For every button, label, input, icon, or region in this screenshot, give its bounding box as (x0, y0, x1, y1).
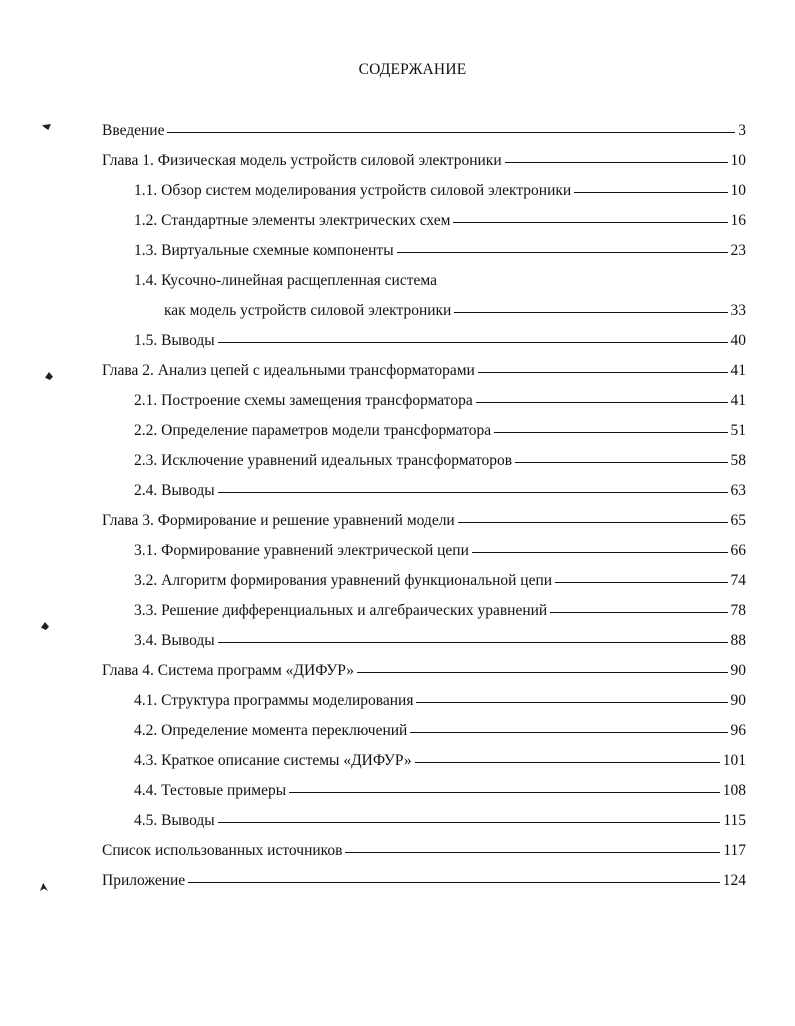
toc-entry[interactable] (134, 600, 746, 622)
toc-entry[interactable] (134, 540, 746, 562)
dot-leader (218, 492, 728, 493)
dot-leader (416, 702, 727, 703)
dot-leader (453, 222, 727, 223)
toc-entry-label: Глава 1. Физическая модель устройств силовой электроники (102, 152, 502, 169)
toc-entry-label: 2.4. Выводы (134, 482, 215, 499)
toc-entry[interactable] (102, 840, 746, 862)
toc-entry[interactable] (102, 660, 746, 682)
toc-entry-label: 1.1. Обзор систем моделирования устройств силовой электроники (134, 182, 572, 199)
toc-entry-page: 101 (722, 752, 746, 769)
toc-entry-page: 117 (723, 842, 746, 859)
toc-entry-label: 3.2. Алгоритм формирования уравнений функциональной цепи (134, 572, 553, 589)
dot-leader (472, 552, 728, 553)
toc-entry-label: 3.1. Формирование уравнений электрической цепи (134, 542, 469, 559)
toc-entry[interactable] (134, 240, 746, 262)
toc-entry-page: 90 (730, 692, 746, 709)
toc-entry[interactable] (134, 210, 746, 232)
toc-entry-page: 74 (730, 572, 746, 589)
toc-entry[interactable] (134, 420, 746, 442)
toc-entry[interactable] (102, 360, 746, 382)
toc-entry-label: Глава 4. Система программ «ДИФУР» (102, 662, 354, 679)
dot-leader (218, 822, 721, 823)
toc-entry-label: 3.3. Решение дифференциальных и алгебраических уравнений (134, 602, 548, 619)
toc-entry[interactable] (134, 690, 746, 712)
toc-entry-page: 124 (722, 872, 746, 889)
toc-entry[interactable] (134, 330, 746, 352)
toc-entry[interactable] (134, 450, 746, 472)
toc-entry[interactable] (102, 870, 746, 892)
dot-leader (505, 162, 728, 163)
toc-entry[interactable] (134, 570, 746, 592)
toc-entry-page: 115 (723, 812, 746, 829)
toc-entry-page: 33 (730, 302, 746, 319)
toc-entry-label-continuation: как модель устройств силовой электроники (164, 302, 452, 319)
dot-leader (458, 522, 728, 523)
toc-entry[interactable] (102, 150, 746, 172)
toc-entry-label: 2.2. Определение параметров модели трансформатора (134, 422, 492, 439)
toc-entry-label: 4.3. Краткое описание системы «ДИФУР» (134, 752, 412, 769)
toc-entry-label: 4.4. Тестовые примеры (134, 782, 287, 799)
toc-entry-label: Глава 2. Анализ цепей с идеальными трансформаторами (102, 362, 475, 379)
dot-leader (218, 642, 728, 643)
toc-entry-label: 1.3. Виртуальные схемные компоненты (134, 242, 394, 259)
toc-entry-page: 3 (738, 122, 746, 139)
toc-entry-page: 40 (730, 332, 746, 349)
toc-entry[interactable] (134, 180, 746, 202)
toc-entry-page: 23 (730, 242, 746, 259)
dot-leader (478, 372, 728, 373)
toc-entry-page: 41 (730, 362, 746, 379)
toc-entry-page: 65 (730, 512, 746, 529)
toc-entry[interactable] (134, 720, 746, 742)
toc-entry-page: 10 (730, 152, 746, 169)
toc-entry-page: 90 (730, 662, 746, 679)
toc-entry[interactable] (134, 390, 746, 412)
dot-leader (454, 312, 727, 313)
toc-entry-label: 3.4. Выводы (134, 632, 215, 649)
toc-entry-page: 10 (730, 182, 746, 199)
toc-entry-label: 4.1. Структура программы моделирования (134, 692, 414, 709)
toc-entry-label[interactable]: 1.4. Кусочно-линейная расщепленная система (134, 272, 437, 289)
toc-entry-label: Глава 3. Формирование и решение уравнений модели (102, 512, 455, 529)
toc-entry-page: 78 (730, 602, 746, 619)
toc-entry-label: 4.2. Определение момента переключений (134, 722, 408, 739)
toc-entry-page: 66 (730, 542, 746, 559)
toc-entry-page: 41 (730, 392, 746, 409)
toc-entry[interactable] (102, 510, 746, 532)
dot-leader (167, 132, 735, 133)
toc-entry-page: 51 (730, 422, 746, 439)
dot-leader (410, 732, 727, 733)
page-title: СОДЕРЖАНИЕ (358, 61, 467, 78)
dot-leader (357, 672, 728, 673)
toc-entry-label: Введение (102, 122, 165, 139)
dot-leader (555, 582, 727, 583)
toc-entry[interactable] (134, 630, 746, 652)
toc-entry[interactable] (134, 810, 746, 832)
toc-entry[interactable] (134, 480, 746, 502)
dot-leader (289, 792, 720, 793)
toc-entry-label: Список использованных источников (102, 842, 343, 859)
toc-entry-label: 1.5. Выводы (134, 332, 215, 349)
dot-leader (397, 252, 728, 253)
toc-entry-page: 108 (722, 782, 746, 799)
toc-entry-page: 16 (730, 212, 746, 229)
toc-entry-page: 63 (730, 482, 746, 499)
dot-leader (574, 192, 727, 193)
dot-leader (476, 402, 728, 403)
toc-entry[interactable] (102, 120, 746, 142)
toc-entry-page: 88 (730, 632, 746, 649)
toc-entry-label: 1.2. Стандартные элементы электрических схем (134, 212, 451, 229)
toc-entry-page: 96 (730, 722, 746, 739)
dot-leader (415, 762, 720, 763)
dot-leader (345, 852, 720, 853)
dot-leader (218, 342, 728, 343)
toc-entry-label: Приложение (102, 872, 186, 889)
dot-leader (188, 882, 720, 883)
toc-entry[interactable] (134, 780, 746, 802)
toc-entry-label: 2.1. Построение схемы замещения трансформатора (134, 392, 473, 409)
dot-leader (550, 612, 727, 613)
toc-entry[interactable] (134, 750, 746, 772)
toc-entry[interactable] (164, 300, 746, 322)
toc-entry-label: 2.3. Исключение уравнений идеальных трансформаторов (134, 452, 513, 469)
toc-entry-page: 58 (730, 452, 746, 469)
toc-entry-label: 4.5. Выводы (134, 812, 215, 829)
dot-leader (515, 462, 727, 463)
dot-leader (494, 432, 727, 433)
